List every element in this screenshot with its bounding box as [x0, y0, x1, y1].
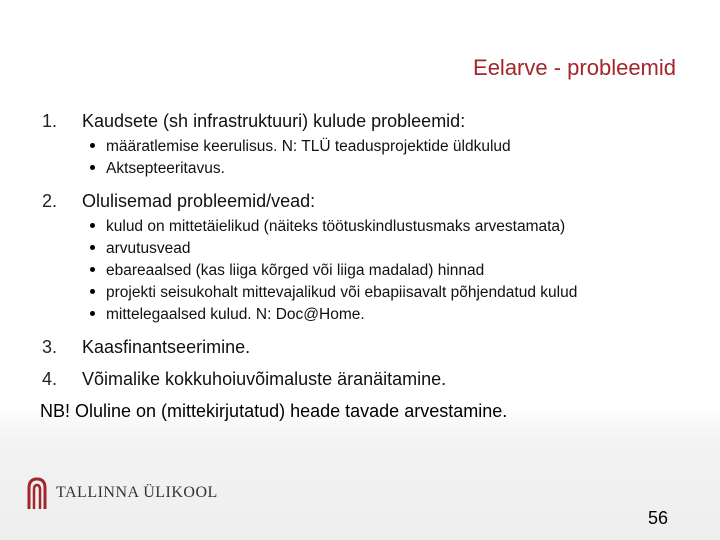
bullet-text: arvutusvead	[106, 240, 191, 257]
bullet-item	[90, 304, 702, 326]
tallinn-university-logo-icon	[26, 476, 48, 510]
item-label: Olulisemad probleemid/vead:	[82, 191, 316, 211]
note-text: NB! Oluline on (mittekirjutatud) heade tavade arvestamine.	[40, 401, 508, 421]
page-number: 56	[647, 508, 668, 528]
bullet-item	[90, 282, 702, 304]
slide-title: Eelarve - probleemid	[473, 55, 676, 80]
bullet-list	[42, 216, 702, 326]
list-item	[42, 336, 702, 358]
university-logo	[26, 476, 218, 510]
item-label: Võimalike kokkuhoiuvõimaluste äranäitamine.	[82, 369, 447, 389]
item-number: 2.	[42, 191, 58, 211]
item-label: Kaudsete (sh infrastruktuuri) kulude probleemid:	[82, 111, 466, 131]
item-number: 3.	[42, 337, 58, 357]
bullet-text: kulud on mittetäielikud (näiteks töötuskindlustusmaks arvestamata)	[106, 218, 566, 235]
item-number: 1.	[42, 111, 58, 131]
bullet-text: määratlemise keerulisus. N: TLÜ teadusprojektide üldkulud	[106, 138, 511, 155]
bullet-dot-icon	[90, 267, 95, 272]
slide-content	[42, 110, 702, 422]
bullet-dot-icon	[90, 223, 95, 228]
bullet-dot-icon	[90, 289, 95, 294]
bullet-item	[90, 260, 702, 282]
bullet-dot-icon	[90, 245, 95, 250]
bullet-dot-icon	[90, 311, 95, 316]
bullet-item	[90, 238, 702, 260]
list-item	[42, 110, 702, 180]
bullet-text: mittelegaalsed kulud. N: Doc@Home.	[106, 306, 365, 323]
bullet-text: projekti seisukohalt mittevajalikud või ebapiisavalt põhjendatud kulud	[106, 284, 578, 301]
list-item	[42, 368, 702, 390]
bullet-item	[90, 136, 702, 158]
bullet-dot-icon	[90, 143, 95, 148]
bullet-item	[90, 158, 702, 180]
bullet-text: Aktsepteeritavus.	[106, 160, 225, 177]
bullet-item	[90, 216, 702, 238]
item-number: 4.	[42, 369, 58, 389]
list-item	[42, 190, 702, 326]
item-label: Kaasfinantseerimine.	[82, 337, 251, 357]
bullet-list	[42, 136, 702, 180]
bullet-dot-icon	[90, 165, 95, 170]
logo-text: TALLINNA ÜLIKOOL	[56, 484, 218, 501]
bullet-text: ebareaalsed (kas liiga kõrged või liiga madalad) hinnad	[106, 262, 485, 279]
